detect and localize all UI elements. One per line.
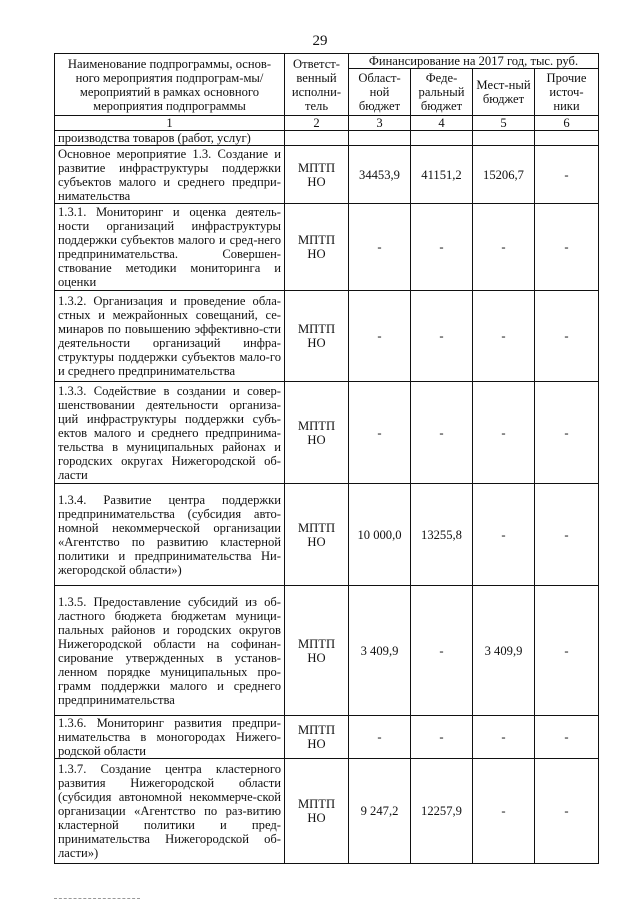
header-responsible: Ответст-венный исполни-тель <box>285 54 349 116</box>
row-federal: - <box>411 716 473 759</box>
header-financing: Финансирование на 2017 год, тыс. руб. <box>349 54 599 69</box>
header-regional: Област-ной бюджет <box>349 69 411 116</box>
row-other: - <box>535 382 599 484</box>
column-number: 5 <box>473 116 535 131</box>
column-number: 2 <box>285 116 349 131</box>
row-regional: - <box>349 291 411 382</box>
row-responsible: МПТП НО <box>285 716 349 759</box>
header-other: Прочие источ-ники <box>535 69 599 116</box>
row-regional: 34453,9 <box>349 146 411 204</box>
row-other: - <box>535 484 599 586</box>
financing-table <box>54 53 599 864</box>
row-federal: - <box>411 382 473 484</box>
row-local: 3 409,9 <box>473 586 535 716</box>
row-federal: - <box>411 204 473 291</box>
row-other: - <box>535 291 599 382</box>
row-regional: - <box>349 204 411 291</box>
header-name: Наименование подпрограммы, основ-ного мероприятия подпрограм-мы/мероприятий в рамках основного мероприятия подпрограммы <box>55 54 285 116</box>
row-federal: 41151,2 <box>411 146 473 204</box>
row-responsible: МПТП НО <box>285 484 349 586</box>
row-local: - <box>473 716 535 759</box>
column-number: 3 <box>349 116 411 131</box>
row-regional: - <box>349 716 411 759</box>
row-name: 1.3.6. Мониторинг развития предпри-нимательства в моногородах Нижего-родской области <box>55 716 285 759</box>
row-responsible: МПТП НО <box>285 586 349 716</box>
continuation-text: производства товаров (работ, услуг) <box>55 131 285 146</box>
table-row <box>55 484 599 586</box>
row-responsible: МПТП НО <box>285 759 349 864</box>
table-row <box>55 759 599 864</box>
row-other: - <box>535 759 599 864</box>
table-row <box>55 716 599 759</box>
row-local: - <box>473 759 535 864</box>
row-name: 1.3.1. Мониторинг и оценка деятель-ности организаций инфраструктуры поддержки субъектов малого и сред-него предпринимательства. Совершен-ствование методики мониторинга и оценки <box>55 204 285 291</box>
row-name: 1.3.7. Создание центра кластерного развития Нижегородской области (субсидия автономной некоммерче-ской организации «Агентство по раз-витию кластерной политики и пред-принимательства Нижегородской об-ласти») <box>55 759 285 864</box>
row-other: - <box>535 146 599 204</box>
continuation-row <box>55 131 599 146</box>
row-local: - <box>473 382 535 484</box>
row-responsible: МПТП НО <box>285 382 349 484</box>
row-name: 1.3.5. Предоставление субсидий из об-ластного бюджета бюджетам муници-пальных районов и городских округов Нижегородской области на софинан-сирование утвержденных в установ-ленном порядке муниципальных про-грамм поддержки малого и среднего предпринимательства <box>55 586 285 716</box>
row-responsible: МПТП НО <box>285 204 349 291</box>
page-number: 29 <box>312 33 328 49</box>
row-responsible: МПТП НО <box>285 146 349 204</box>
row-other: - <box>535 586 599 716</box>
row-regional: 3 409,9 <box>349 586 411 716</box>
row-name: 1.3.3. Содействие в создании и совер-шенствовании деятельности организа-ций инфраструктуры поддержки субъ-ектов малого и среднего предпринима-тельства в муниципальных районах и городских округах Нижегородской об-ласти <box>55 382 285 484</box>
scan-edge-mark <box>54 898 140 899</box>
row-other: - <box>535 204 599 291</box>
row-regional: 9 247,2 <box>349 759 411 864</box>
table-row <box>55 204 599 291</box>
column-number: 6 <box>535 116 599 131</box>
column-number: 1 <box>55 116 285 131</box>
table-row <box>55 586 599 716</box>
row-regional: - <box>349 382 411 484</box>
header-local: Мест-ный бюджет <box>473 69 535 116</box>
row-federal: 13255,8 <box>411 484 473 586</box>
row-name: 1.3.4. Развитие центра поддержки предпринимательства (субсидия авто-номной некоммерческой организации «Агентство по развитию кластерной политики и предпринимательства Ни-жегородской области») <box>55 484 285 586</box>
row-federal: - <box>411 291 473 382</box>
row-responsible: МПТП НО <box>285 291 349 382</box>
row-local: 15206,7 <box>473 146 535 204</box>
row-name: 1.3.2. Организация и проведение обла-стных и межрайонных совещаний, се-минаров по повышению эффективно-сти деятельности организаций инфра-структуры поддержки субъектов мало-го и среднего предпринимательства <box>55 291 285 382</box>
header-federal: Феде-ральный бюджет <box>411 69 473 116</box>
row-local: - <box>473 204 535 291</box>
row-name: Основное мероприятие 1.3. Создание и развитие инфраструктуры поддержки субъектов малого и среднего предпри-нимательства <box>55 146 285 204</box>
row-regional: 10 000,0 <box>349 484 411 586</box>
row-federal: - <box>411 586 473 716</box>
column-number-row <box>55 116 599 131</box>
table-row <box>55 382 599 484</box>
row-other: - <box>535 716 599 759</box>
table-row <box>55 146 599 204</box>
table-row <box>55 291 599 382</box>
column-number: 4 <box>411 116 473 131</box>
row-local: - <box>473 291 535 382</box>
row-federal: 12257,9 <box>411 759 473 864</box>
row-local: - <box>473 484 535 586</box>
